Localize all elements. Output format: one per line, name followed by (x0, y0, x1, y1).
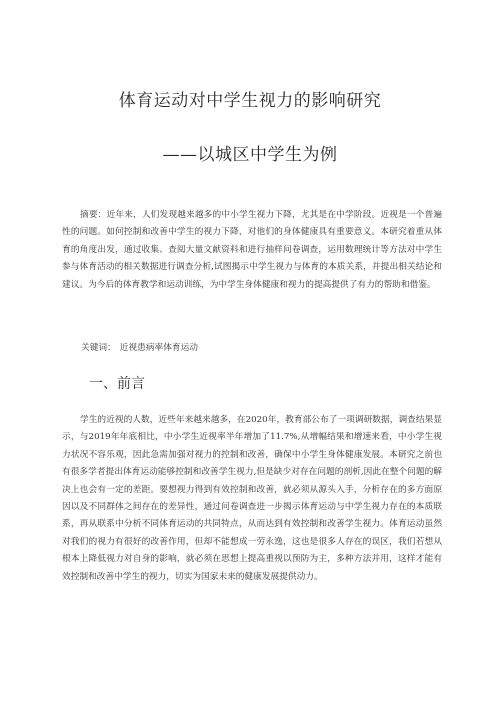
abstract-paragraph: 摘要：近年来，人们发现越来越多的中小学生视力下降，尤其是在中学阶段。近视是一个普遍性的问题。如何控制和改善中学生的视力下降，对他们的身体健康具有重要意义。本研究着重从体育的角度出发，通过收集、查阅大量文献资料和进行抽样问卷调查，运用数理统计等方法对中学生参与体育活动的相关数据进行调查分析,试图揭示中学生视力与体育的本质关系，并提出相关结论和建议。为今后的体育教学和运动训练，为中学生身体健康和视力的提高提供了有力的帮助和借鉴。 (62, 210, 442, 290)
section-heading-introduction: 一、前言 (89, 376, 145, 392)
keywords-values: 近视患病率体育运动 (119, 343, 198, 353)
introduction-paragraph: 学生的近视的人数，近些年来越来越多，在2020年，教育部公布了一项调研数据，调查结果显示，与2019年年底相比，中小学生近视率半年增加了11.7%,从增幅结果和增速来看，中小学生视力状况不容乐观，因此急需加强对视力的控制和改善，确保中小学生身体健康发展。本研究之前也有很多学者提出体育运动能够控制和改善学生视力,但是缺少对存在问题的剖析,因此在整个问题的解决上也会有一定的差距。要想视力得到有效控制和改善，就必须从源头入手，分析存在的多方面原因以及不同群体之间存在的差异性，通过问卷调查进一步揭示体育运动与中学生视力存在的本质联系，再从联系中分析不同体育运动的共同特点，从而达到有效控制和改善学生视力。体育运动虽然对我们的视力有很好的改善作用，但却不能想成一劳永逸，这也是很多人存在的误区，我们若想从根本上降低视力对自身的影响，就必须在思想上提高重视以预防为主，多种方法并用，这样才能有效控制和改善中学生的视力，切实为国家未来的健康发展提供动力。 (62, 415, 442, 582)
document-title: 体育运动对中学生视力的影响研究 (118, 91, 382, 111)
document-subtitle: ——以城区中学生为例 (162, 145, 338, 165)
keywords-label: 关键词： (81, 343, 116, 353)
keywords-line (81, 340, 198, 357)
